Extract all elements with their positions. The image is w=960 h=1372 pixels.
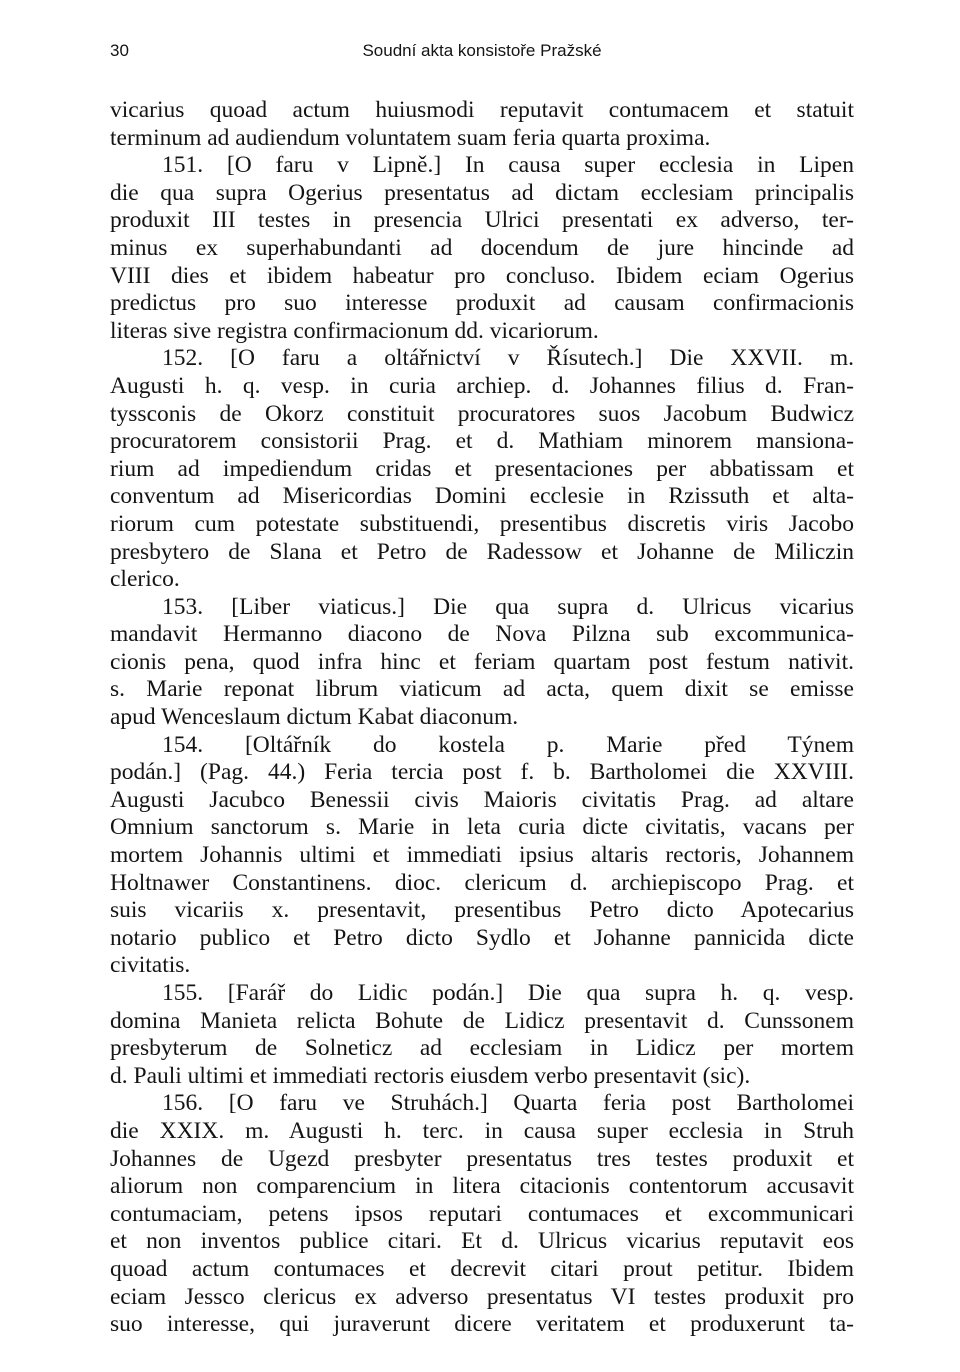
text-line: terminum ad audiendum voluntatem suam feria quarta proxima. [110, 124, 711, 151]
text-line: s. Marie reponat librum viaticum ad acta, quem dixit se emisse [110, 676, 854, 703]
text-line: presbyterum de Solneticz ad ecclesiam in Lidicz per mortem [110, 1035, 854, 1062]
text-line: literas sive registra confirmacionum dd. vicariorum. [110, 317, 599, 344]
running-title: Soudní akta konsistoře Pražské [362, 41, 602, 60]
text-line: die qua supra Ogerius presentatus ad dictam ecclesiam principalis [110, 179, 854, 206]
text-line: presbytero de Slana et Petro de Radessow et Johanne de Miliczin [110, 538, 854, 565]
text-line: vicarius quoad actum huiusmodi reputavit contumacem et statuit [110, 97, 854, 123]
text-line: quoad actum contumaces et decrevit citari prout petitur. Ibidem [110, 1255, 854, 1282]
text-line: 151. [O faru v Lipně.] In causa super ecclesia in Lipen [162, 152, 854, 179]
text-line: cionis pena, quod infra hinc et feriam quartam post festum nativit. [110, 648, 854, 675]
text-line: eciam Jessco clericus ex adverso presentatus VI testes produxit pro [110, 1283, 854, 1310]
text-line: suis vicariis x. presentavit, presentibus Petro dicto Apotecarius [110, 897, 854, 924]
text-line: Augusti Jacubco Benessii civis Maioris civitatis Prag. ad altare [110, 786, 854, 813]
text-line: die XXIX. m. Augusti h. terc. in causa super ecclesia in Struh [110, 1117, 854, 1144]
text-line: notario publico et Petro dicto Sydlo et Johanne pannicida dicte [110, 924, 854, 951]
text-line: produxit III testes in presencia Ulrici presentati ex adverso, ter- [110, 207, 854, 234]
text-line: 152. [O faru a oltářnictví v Řísutech.] Die XXVII. m. [162, 345, 854, 372]
text-line: Omnium sanctorum s. Marie in leta curia dicte civitatis, vacans per [110, 814, 854, 841]
text-line: et non inventos publice citari. Et d. Ulricus vicarius reputavit eos [110, 1228, 854, 1255]
text-line: Holtnawer Constantinens. dioc. clericum d. archiepiscopo Prag. et [110, 869, 854, 896]
body-text [110, 97, 854, 1339]
text-line: clerico. [110, 566, 180, 593]
text-line: VIII dies et ibidem habeatur pro concluso. Ibidem eciam Ogerius [110, 262, 854, 289]
text-line: 155. [Farář do Lidic podán.] Die qua supra h. q. vesp. [162, 980, 854, 1006]
page-number: 30 [110, 41, 129, 60]
text-line: apud Wenceslaum dictum Kabat diaconum. [110, 704, 519, 731]
text-line: civitatis. [110, 952, 191, 979]
text-line: Augusti h. q. vesp. in curia archiep. d. Johannes filius d. Fran- [110, 372, 854, 399]
text-line: mortem Johannis ultimi et immediati ipsius altaris rectoris, Johannem [110, 842, 854, 869]
text-line: minus ex superhabundanti ad docendum de jure hincinde ad [110, 234, 854, 261]
text-line: riorum cum potestate substituendi, presentibus discretis viris Jacobo [110, 510, 854, 537]
text-line: d. Pauli ultimi et immediati rectoris eiusdem verbo presentavit (sic). [110, 1062, 751, 1089]
text-line: suo interesse, qui juraverunt dicere veritatem et produxerunt ta- [110, 1311, 854, 1338]
text-line: predictus pro suo interesse produxit ad causam confirmacionis [110, 290, 854, 317]
text-line: podán.] (Pag. 44.) Feria tercia post f. b. Bartholomei die XXVIII. [110, 759, 854, 786]
text-line: Johannes de Ugezd presbyter presentatus tres testes produxit et [110, 1145, 854, 1172]
text-line: rium ad impediendum cridas et presentaciones per abbatissam et [110, 455, 854, 482]
text-line: conventum ad Misericordias Domini ecclesie in Rzissuth et alta- [110, 483, 854, 510]
page-header [110, 41, 854, 65]
text-line: mandavit Hermanno diacono de Nova Pilzna sub excommunica- [110, 621, 854, 648]
text-line: aliorum non comparencium in litera citacionis contentorum accusavit [110, 1173, 854, 1200]
text-line: 153. [Liber viaticus.] Die qua supra d. Ulricus vicarius [162, 593, 854, 620]
text-line: 156. [O faru ve Struhách.] Quarta feria post Bartholomei [162, 1090, 854, 1117]
text-line: 154. [Oltářník do kostela p. Marie před Týnem [162, 731, 854, 758]
text-line: procuratorem consistorii Prag. et d. Mathiam minorem mansiona- [110, 428, 854, 455]
text-line: contumaciam, petens ipsos reputari contumaces et excommunicari [110, 1200, 854, 1227]
text-line: domina Manieta relicta Bohute de Lidicz presentavit d. Cunssonem [110, 1007, 854, 1034]
text-line: tyssconis de Okorz constituit procuratores suos Jacobum Budwicz [110, 400, 854, 427]
